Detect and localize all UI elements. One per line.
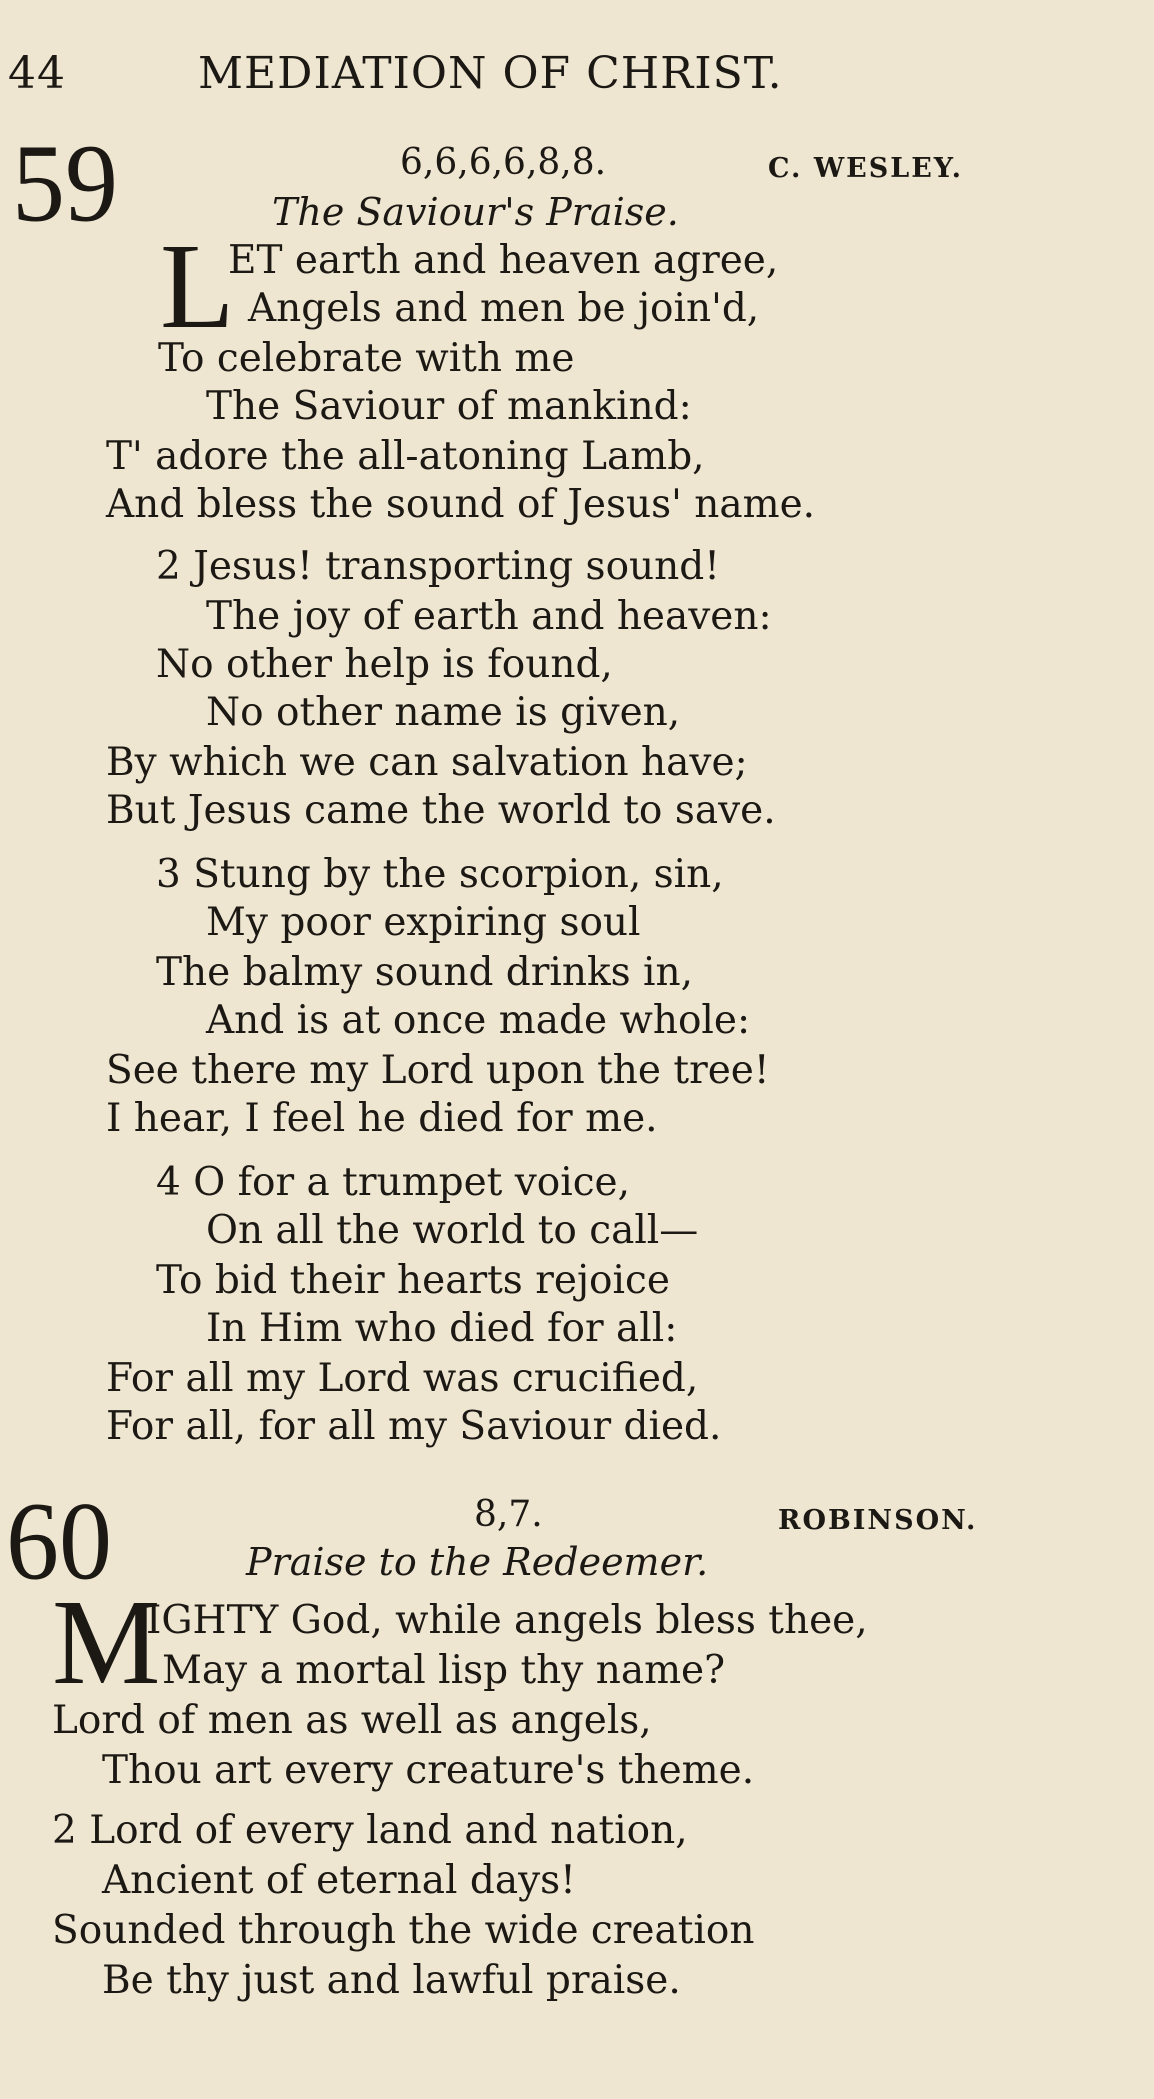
page-number: 44 [8, 48, 66, 99]
hymn-meter: 6,6,6,6,8,8. [400, 142, 607, 183]
hymn-title: Praise to the Redeemer. [246, 1540, 709, 1584]
hymn-author: C. WESLEY. [768, 153, 963, 184]
verse-line: Thou art every creature's theme. [102, 1748, 755, 1793]
verse-line: T' adore the all-atoning Lamb, [106, 434, 705, 479]
verse-line: 2 Lord of every land and nation, [52, 1808, 688, 1853]
hymn-author: ROBINSON. [778, 1505, 978, 1536]
verse-line: For all my Lord was crucified, [106, 1356, 699, 1401]
verse-line: Lord of men as well as angels, [52, 1698, 652, 1743]
verse-line: ET earth and heaven agree, [228, 238, 779, 283]
verse-line: IGHTY God, while angels bless thee, [146, 1598, 868, 1643]
verse-line: Be thy just and lawful praise. [102, 1958, 681, 2003]
verse-line: And bless the sound of Jesus' name. [106, 482, 816, 527]
verse-line: May a mortal lisp thy name? [162, 1648, 726, 1693]
verse-line: On all the world to call— [206, 1208, 699, 1253]
verse-line: My poor expiring soul [206, 900, 641, 945]
drop-cap: L [160, 219, 235, 354]
running-title: MEDIATION OF CHRIST. [198, 48, 783, 99]
verse-line: No other name is given, [206, 690, 681, 735]
verse-line: The Saviour of mankind: [206, 384, 692, 429]
hymn-title: The Saviour's Praise. [272, 190, 679, 234]
hymn-meter: 8,7. [474, 1494, 543, 1535]
verse-line: 4 O for a trumpet voice, [156, 1160, 631, 1205]
hymn-number: 59 [12, 121, 118, 245]
verse-line: In Him who died for all: [206, 1306, 678, 1351]
hymn-number: 60 [6, 1479, 112, 1603]
verse-line: Ancient of eternal days! [102, 1858, 576, 1903]
verse-line: No other help is found, [156, 642, 613, 687]
verse-line: To celebrate with me [158, 336, 575, 381]
verse-line: To bid their hearts rejoice [156, 1258, 670, 1303]
verse-line: The balmy sound drinks in, [156, 950, 694, 995]
verse-line: The joy of earth and heaven: [206, 594, 772, 639]
verse-line: See there my Lord upon the tree! [106, 1048, 770, 1093]
verse-line: But Jesus came the world to save. [106, 788, 776, 833]
verse-line: Angels and men be join'd, [248, 286, 760, 331]
drop-cap: M [52, 1575, 161, 1710]
verse-line: And is at once made whole: [206, 998, 751, 1043]
verse-line: Sounded through the wide creation [52, 1908, 755, 1953]
verse-line: For all, for all my Saviour died. [106, 1404, 722, 1449]
verse-line: I hear, I feel he died for me. [106, 1096, 658, 1141]
verse-line: 2 Jesus! transporting sound! [156, 544, 720, 589]
verse-line: 3 Stung by the scorpion, sin, [156, 852, 724, 897]
verse-line: By which we can salvation have; [106, 740, 748, 785]
